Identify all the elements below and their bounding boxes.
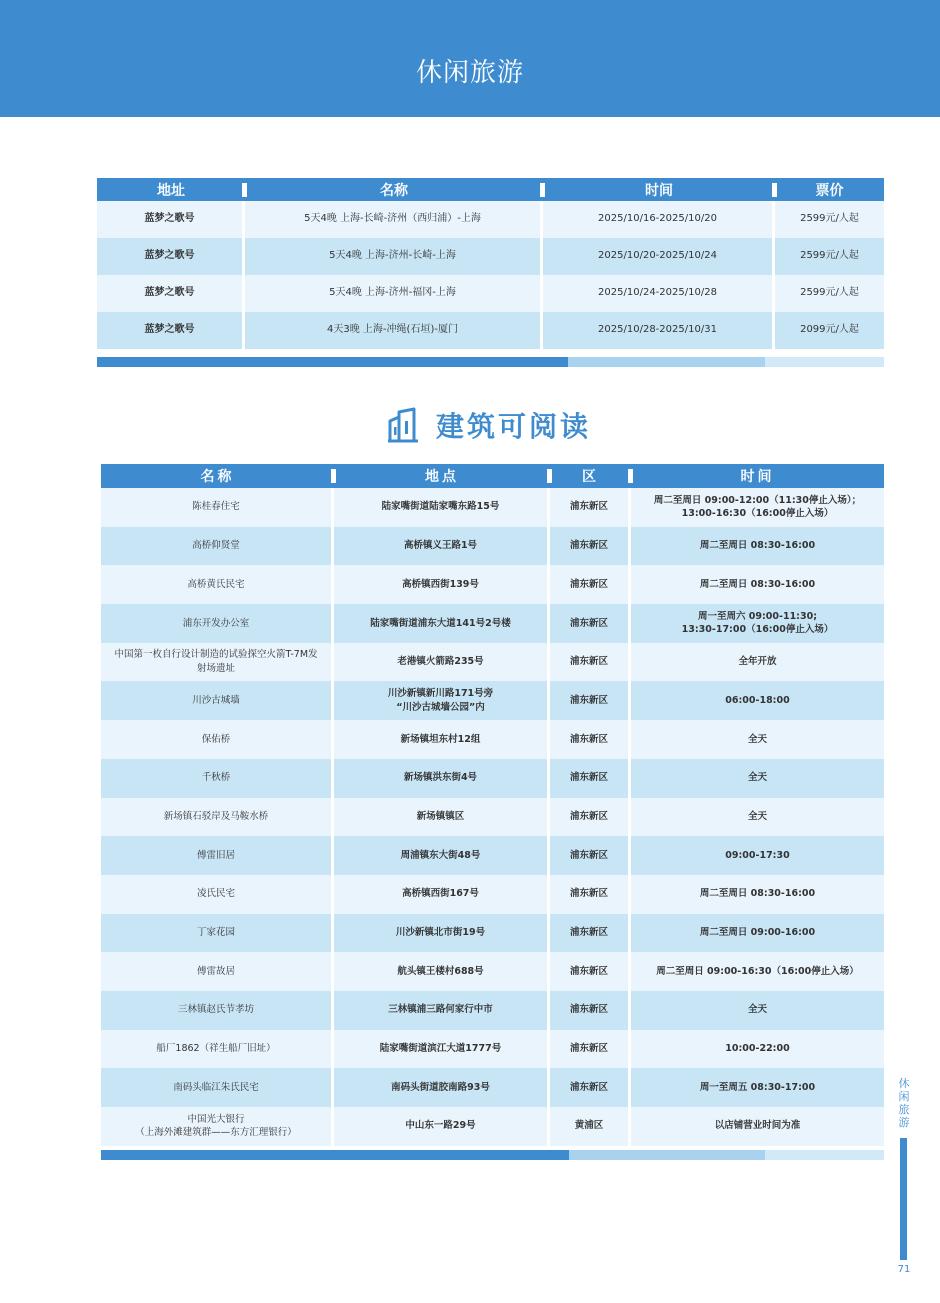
cell-time: 全天 (631, 759, 884, 798)
cell-location: 陆家嘴街道浦东大道141号2号楼 (334, 604, 550, 643)
cell-district: 浦东新区 (550, 798, 631, 837)
cell-name: 5天4晚 上海-济州-福冈-上海 (245, 275, 543, 312)
table-row (101, 875, 884, 914)
page-number: 71 (897, 1264, 911, 1275)
cell-location: 川沙新镇北市街19号 (334, 914, 550, 953)
table-row (101, 643, 884, 682)
table-row (97, 275, 884, 312)
cell-location: 三林镇浦三路何家行中市 (334, 991, 550, 1030)
cell-name: 傅雷故居 (101, 952, 334, 991)
cell-time: 全天 (631, 798, 884, 837)
cell-location: 新场镇坦东村12组 (334, 720, 550, 759)
cell-time: 周一至周六 09:00-11:30; 13:30-17:00（16:00停止入场） (631, 604, 884, 643)
cell-address: 蓝梦之歌号 (97, 238, 245, 275)
cell-time: 周二至周日 08:30-16:00 (631, 527, 884, 566)
cell-location: 陆家嘴街道陆家嘴东路15号 (334, 488, 550, 527)
cell-time: 全年开放 (631, 643, 884, 682)
cell-location: 高桥镇义王路1号 (334, 527, 550, 566)
section-title (386, 405, 591, 445)
cell-name: 新场镇石驳岸及马鞍水桥 (101, 798, 334, 837)
column-header-address: 地址 (97, 180, 245, 200)
column-header-name: 名称 (245, 180, 543, 200)
cell-name: 4天3晚 上海-冲绳(石垣)-厦门 (245, 312, 543, 349)
table-row (101, 720, 884, 759)
cell-time: 2025/10/28-2025/10/31 (543, 312, 775, 349)
table-body (101, 488, 884, 1146)
cell-location: 川沙新镇新川路171号旁 “川沙古城墙公园”内 (334, 681, 550, 720)
cell-name: 丁家花园 (101, 914, 334, 953)
building-icon (386, 407, 420, 443)
cell-name: 中国第一枚自行设计制造的试验探空火箭T-7M发 射场遗址 (101, 643, 334, 682)
cell-time: 周二至周日 09:00-12:00（11:30停止入场）； 13:00-16:30（16:00停止入场） (631, 488, 884, 527)
cell-district: 浦东新区 (550, 604, 631, 643)
side-tab-label: 休闲旅游 (898, 1077, 910, 1129)
table-row (101, 952, 884, 991)
cell-district: 浦东新区 (550, 565, 631, 604)
cell-location: 高桥镇西街139号 (334, 565, 550, 604)
cell-location: 中山东一路29号 (334, 1107, 550, 1146)
cell-name: 傅雷旧居 (101, 836, 334, 875)
page-header (0, 0, 940, 117)
cell-district: 浦东新区 (550, 1030, 631, 1069)
cell-district: 浦东新区 (550, 527, 631, 566)
cell-district: 浦东新区 (550, 875, 631, 914)
cruise-table (97, 178, 884, 349)
table-footer-bar (97, 357, 884, 367)
cell-name: 5天4晚 上海-济州-长崎-上海 (245, 238, 543, 275)
table-row (101, 565, 884, 604)
cell-name: 高桥仰贤堂 (101, 527, 334, 566)
cell-location: 新场镇洪东街4号 (334, 759, 550, 798)
cell-district: 浦东新区 (550, 952, 631, 991)
cell-name: 高桥黄氏民宅 (101, 565, 334, 604)
cell-time: 09:00-17:30 (631, 836, 884, 875)
cell-name: 川沙古城墙 (101, 681, 334, 720)
cell-time: 周一至周五 08:30-17:00 (631, 1068, 884, 1107)
cell-price: 2599元/人起 (775, 201, 884, 238)
column-header-name: 名称 (101, 466, 334, 486)
cell-location: 航头镇王楼村688号 (334, 952, 550, 991)
cell-location: 新场镇镇区 (334, 798, 550, 837)
section-title-text: 建筑可阅读 (436, 410, 592, 443)
table-header (97, 178, 884, 201)
cell-name: 5天4晚 上海-长崎-济州（西归浦）-上海 (245, 201, 543, 238)
cell-location: 老港镇火箭路235号 (334, 643, 550, 682)
column-header-price: 票价 (815, 182, 844, 199)
table-row (101, 914, 884, 953)
cell-price: 2599元/人起 (775, 275, 884, 312)
table-row (97, 238, 884, 275)
cell-time: 周二至周日 09:00-16:00 (631, 914, 884, 953)
table-row (101, 681, 884, 720)
cell-time: 2025/10/20-2025/10/24 (543, 238, 775, 275)
cell-district: 黄浦区 (550, 1107, 631, 1146)
column-header-time: 时间 (740, 469, 775, 485)
page-title: 休闲旅游 (415, 58, 524, 88)
cell-time: 全天 (631, 991, 884, 1030)
cell-district: 浦东新区 (550, 914, 631, 953)
cell-time: 以店铺营业时间为准 (631, 1107, 884, 1146)
cell-time: 全天 (631, 720, 884, 759)
cell-time: 周二至周日 08:30-16:00 (631, 565, 884, 604)
table-row (101, 798, 884, 837)
cell-address: 蓝梦之歌号 (97, 312, 245, 349)
cell-name: 船厂1862（祥生船厂旧址） (101, 1030, 334, 1069)
table-row (101, 488, 884, 527)
cell-address: 蓝梦之歌号 (97, 201, 245, 238)
column-header-time: 时间 (543, 180, 775, 200)
table-row (101, 836, 884, 875)
table-row (101, 1107, 884, 1146)
cell-time: 周二至周日 09:00-16:30（16:00停止入场） (631, 952, 884, 991)
cell-price: 2099元/人起 (775, 312, 884, 349)
cell-name: 凌氏民宅 (101, 875, 334, 914)
cell-location: 陆家嘴街道滨江大道1777号 (334, 1030, 550, 1069)
cell-location: 高桥镇西街167号 (334, 875, 550, 914)
cell-district: 浦东新区 (550, 681, 631, 720)
cell-address: 蓝梦之歌号 (97, 275, 245, 312)
cell-name: 保佑桥 (101, 720, 334, 759)
column-header-district: 区 (550, 466, 631, 486)
cell-name: 浦东开发办公室 (101, 604, 334, 643)
cell-price: 2599元/人起 (775, 238, 884, 275)
cell-name: 南码头临江朱氏民宅 (101, 1068, 334, 1107)
table-row (101, 759, 884, 798)
cell-time: 2025/10/16-2025/10/20 (543, 201, 775, 238)
cell-location: 南码头街道胶南路93号 (334, 1068, 550, 1107)
cell-district: 浦东新区 (550, 720, 631, 759)
table-header (101, 464, 884, 488)
table-row (101, 527, 884, 566)
table-row (97, 201, 884, 238)
table-row (101, 1030, 884, 1069)
cell-name: 三林镇赵氏节孝坊 (101, 991, 334, 1030)
cell-name: 千秋桥 (101, 759, 334, 798)
table-row (101, 1068, 884, 1107)
cell-time: 周二至周日 08:30-16:00 (631, 875, 884, 914)
column-header-location: 地点 (334, 466, 550, 486)
cell-time: 2025/10/24-2025/10/28 (543, 275, 775, 312)
cell-district: 浦东新区 (550, 488, 631, 527)
table-row (101, 604, 884, 643)
cell-district: 浦东新区 (550, 836, 631, 875)
cell-name: 中国光大银行 （上海外滩建筑群——东方汇理银行） (101, 1107, 334, 1146)
cell-time: 06:00-18:00 (631, 681, 884, 720)
cell-name: 陈桂春住宅 (101, 488, 334, 527)
cell-location: 周浦镇东大街48号 (334, 836, 550, 875)
side-tab-bar (900, 1138, 907, 1260)
building-table (101, 464, 884, 1146)
cell-time: 10:00-22:00 (631, 1030, 884, 1069)
table-row (97, 312, 884, 349)
table-footer-bar (101, 1150, 884, 1160)
cell-district: 浦东新区 (550, 759, 631, 798)
cell-district: 浦东新区 (550, 643, 631, 682)
table-row (101, 991, 884, 1030)
cell-district: 浦东新区 (550, 991, 631, 1030)
cell-district: 浦东新区 (550, 1068, 631, 1107)
